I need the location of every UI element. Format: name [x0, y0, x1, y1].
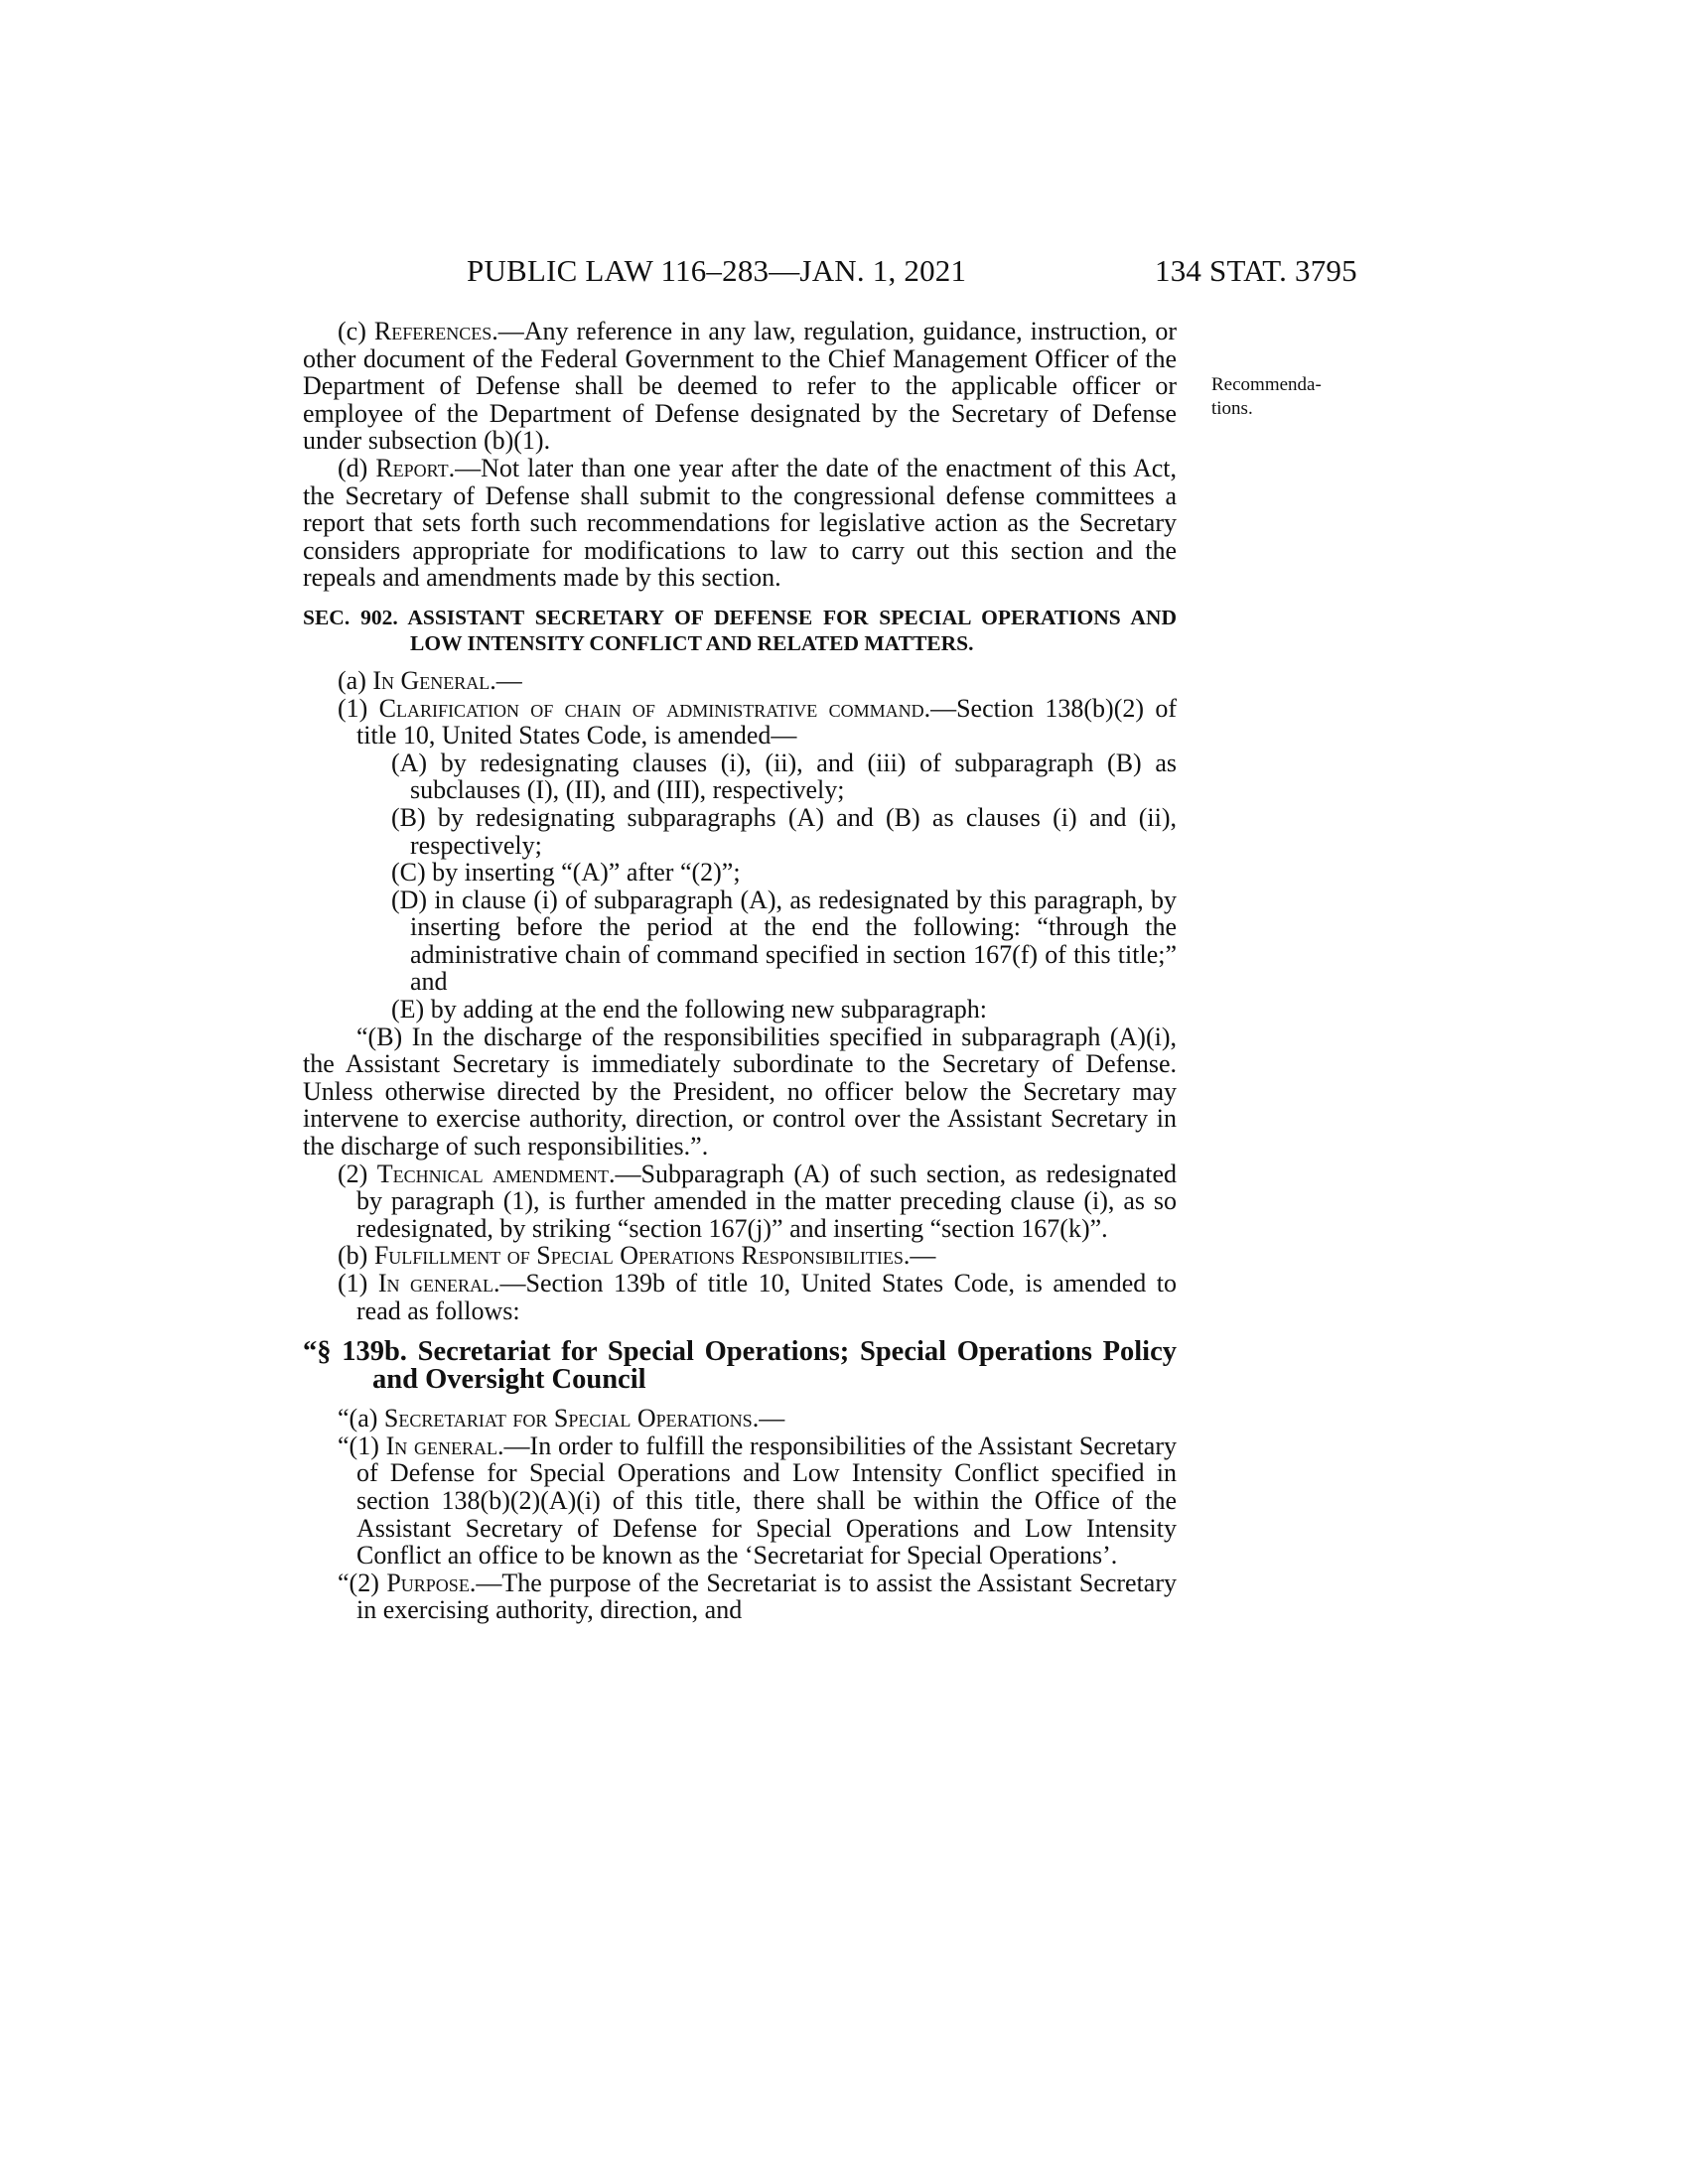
quoted-paragraph-a1: “(1) In general.—In order to fulfill the responsibilities of the Assistant Secretary of Defense for Special Operations and Low Intensity Conflict specified in section 138(b)(2)(A)(i) of this title, there shall be within the Office of the Assistant Secretary of Defense for Special Operations and Low Intensity Conflict an office to be known as the ‘Secretariat for Special Operations’.: [338, 1431, 1177, 1570]
subsection-c-references: (c) References.—Any reference in any law, regulation, guidance, instruction, or other document of the Federal Government to the Chief Management Officer of the Department of Defense shall be deemed to refer to the applicable officer or employee of the Department of Defense designated by the Secretary of Defense under subsection (b)(1).: [303, 317, 1177, 456]
quoted-subparagraph-b: “(B) In the discharge of the responsibilities specified in subparagraph (A)(i), the Assistant Secretary is immediately subordinate to the Secretary of Defense. Unless otherwise directed by the President, no officer below the Secretary may intervene to exercise authority, direction, or control over the Assistant Secretary in the discharge of such responsibilities.”.: [303, 1022, 1177, 1161]
margin-note-line-2: tions.: [1211, 398, 1253, 419]
quoted-paragraph-a2: “(2) Purpose.—The purpose of the Secretariat is to assist the Assistant Secretary in exercising authority, direction, and: [338, 1568, 1178, 1625]
paragraph-heading: Clarification of chain of administrative command: [378, 693, 924, 723]
margin-note-line-1: Recommenda-: [1211, 374, 1322, 395]
section-902-heading: SEC. 902. ASSISTANT SECRETARY OF DEFENSE FOR SPECIAL OPERATIONS AND LOW INTENSITY CONFLICT AND RELATED MATTERS.: [303, 605, 1177, 655]
clause-b: (B) by redesignating subparagraphs (A) and (B) as clauses (i) and (ii), respectively;: [391, 802, 1177, 860]
subsection-heading: Fulfillment of Special Operations Responsibilities: [373, 1241, 904, 1271]
section-139b-heading: “§ 139b. Secretariat for Special Operations; Special Operations Policy and Oversight Council: [303, 1336, 1177, 1396]
clause-a: (A) by redesignating clauses (i), (ii), and (iii) of subparagraph (B) as subclauses (I), (II), and (III), respectively;: [391, 748, 1177, 805]
subsection-d-report: (d) Report.—Not later than one year after the date of the enactment of this Act, the Secretary of Defense shall submit to the congressional defense committees a report that sets forth such recommendations for legislative action as the Secretary considers appropriate for modifications to law to carry out this section and the repeals and amendments made by this section.: [303, 453, 1177, 593]
paragraph-heading: Technical amendment: [376, 1159, 610, 1188]
public-law-citation: PUBLIC LAW 116–283—JAN. 1, 2021: [467, 253, 967, 288]
body-text: [303, 318, 1177, 1624]
quoted-subsection-a: “(a) Secretariat for Special Operations.—: [338, 1404, 785, 1433]
clause-c: (C) by inserting “(A)” after “(2)”;: [391, 858, 741, 887]
paragraph-a2: (2) Technical amendment.—Subparagraph (A) of such section, as redesignated by paragraph (1), is further amended in the matter preceding clause (i), as so redesignated, by striking “section 167(j)” and inserting “section 167(k)”.: [338, 1159, 1177, 1243]
subsection-b-fulfillment: (b) Fulfillment of Special Operations Responsibilities.—: [338, 1241, 936, 1271]
paragraph-heading: In general: [377, 1269, 494, 1297]
subsection-heading: In General: [372, 665, 491, 695]
paragraph-b1: (1) In general.—Section 139b of title 10, United States Code, is amended to read as follows:: [338, 1269, 1177, 1325]
statute-page-number: 134 STAT. 3795: [1155, 253, 1357, 288]
clause-d: (D) in clause (i) of subparagraph (A), as redesignated by this paragraph, by inserting before the period at the end the following: “through the administrative chain of command specified in section 167(f) of this title;” and: [391, 885, 1177, 997]
subsection-heading: Report: [375, 453, 449, 482]
paragraph-heading: Purpose: [386, 1568, 470, 1597]
paragraph-heading: In general: [385, 1431, 498, 1460]
subsection-heading: References: [373, 317, 492, 345]
subsection-heading: Secretariat for Special Operations: [383, 1404, 753, 1433]
page-header: [467, 253, 1357, 289]
paragraph-a1: (1) Clarification of chain of administrative command.—Section 138(b)(2) of title 10, United States Code, is amended—: [338, 693, 1177, 751]
margin-note: [1211, 373, 1340, 421]
subsection-a-in-general: (a) In General.—: [338, 665, 522, 695]
clause-e: (E) by adding at the end the following new subparagraph:: [391, 995, 987, 1024]
